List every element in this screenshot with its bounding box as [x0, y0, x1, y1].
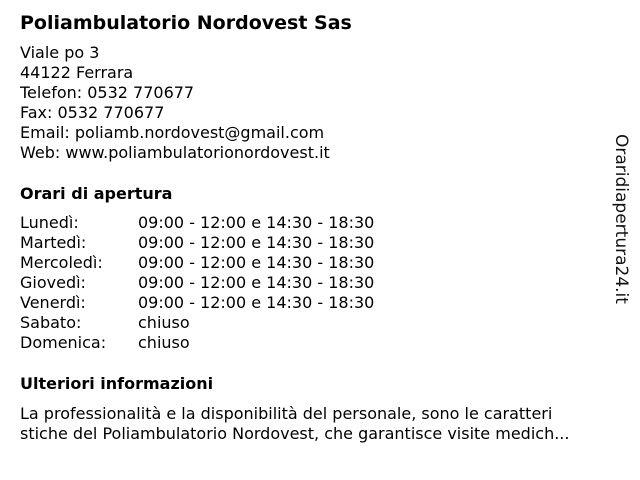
description-line: La professionalità e la disponibilità del personale, sono le caratteri — [20, 404, 553, 423]
further-info-heading: Ulteriori informazioni — [20, 374, 214, 393]
business-name: Poliambulatorio Nordovest Sas — [20, 12, 352, 34]
contact-details — [20, 43, 330, 163]
day-hours: 09:00 - 12:00 e 14:30 - 18:30 — [138, 253, 375, 272]
day-hours: 09:00 - 12:00 e 14:30 - 18:30 — [138, 273, 375, 292]
day-hours: 09:00 - 12:00 e 14:30 - 18:30 — [138, 233, 375, 252]
hours-row-sunday — [20, 333, 440, 353]
hours-row-wednesday — [20, 253, 440, 273]
day-label: Lunedì: — [20, 213, 79, 232]
phone-number: Telefon: 0532 770677 — [20, 83, 195, 102]
hours-row-saturday — [20, 313, 440, 333]
day-label: Giovedì: — [20, 273, 86, 292]
address-city: 44122 Ferrara — [20, 63, 134, 82]
website: Web: www.poliambulatorionordovest.it — [20, 143, 330, 162]
day-hours: chiuso — [138, 333, 190, 352]
day-label: Domenica: — [20, 333, 107, 352]
email-address: Email: poliamb.nordovest@gmail.com — [20, 123, 325, 142]
fax-number: Fax: 0532 770677 — [20, 103, 165, 122]
day-label: Mercoledì: — [20, 253, 103, 272]
address-street: Viale po 3 — [20, 43, 100, 62]
description-text — [20, 404, 620, 444]
hours-row-tuesday — [20, 233, 440, 253]
day-hours: chiuso — [138, 313, 190, 332]
opening-hours-table — [20, 213, 440, 353]
opening-hours-heading: Orari di apertura — [20, 184, 173, 203]
description-line: stiche del Poliambulatorio Nordovest, che garantisce visite medich... — [20, 424, 570, 443]
hours-row-monday — [20, 213, 440, 233]
day-label: Martedì: — [20, 233, 87, 252]
hours-row-friday — [20, 293, 440, 313]
day-label: Sabato: — [20, 313, 82, 332]
day-hours: 09:00 - 12:00 e 14:30 - 18:30 — [138, 213, 375, 232]
day-label: Venerdì: — [20, 293, 86, 312]
day-hours: 09:00 - 12:00 e 14:30 - 18:30 — [138, 293, 375, 312]
hours-row-thursday — [20, 273, 440, 293]
site-watermark: Oraridiapertura24.it — [611, 134, 631, 304]
